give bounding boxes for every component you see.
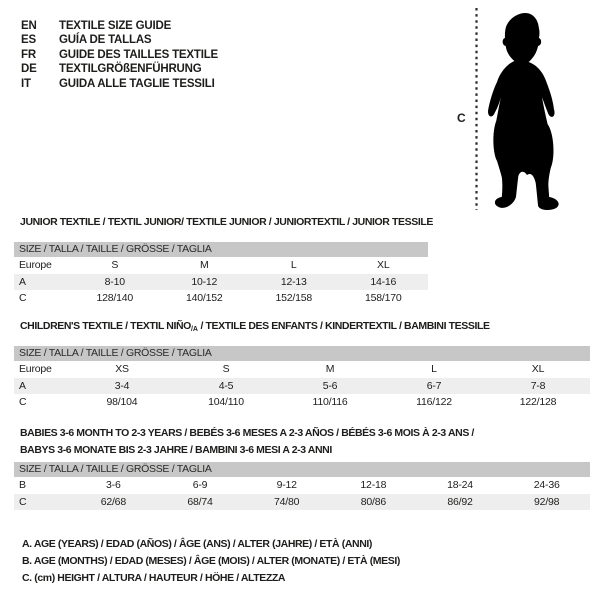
row-label: B [19,479,26,491]
age-cell: 3-4 [114,380,130,392]
height-cell: 110/116 [312,396,348,408]
language-code: FR [21,48,36,61]
language-label: GUÍA DE TALLAS [59,34,152,47]
size-cell: XS [115,363,129,375]
months-cell: 9-12 [276,479,297,491]
months-cell: 6-9 [192,479,208,491]
junior-section-heading: JUNIOR TEXTILE / TEXTIL JUNIOR/ TEXTILE JUNIOR / JUNIORTEXTIL / JUNIOR TESSILE [20,216,433,228]
language-row [21,33,218,47]
height-cell: 92/98 [534,496,560,508]
months-cell: 24-36 [533,479,560,491]
size-bar: SIZE / TALLA / TAILLE / GRÖSSE / TAGLIA [14,346,590,361]
language-code: DE [21,63,37,76]
table-row-a [14,378,590,394]
size-cell: XL [531,363,545,375]
language-label: GUIDA ALLE TAGLIE TESSILI [59,77,215,90]
height-cell: 68/74 [187,496,213,508]
table-row-europe [14,257,428,274]
height-cell: 74/80 [274,496,300,508]
language-row [21,62,218,76]
height-cell: 122/128 [519,396,557,408]
babies-heading-line2: BABYS 3-6 MONATE BIS 2-3 JAHRE / BAMBINI 3-6 MESI A 2-3 ANNI [20,443,332,456]
age-cell: 7-8 [530,380,546,392]
height-cell: 128/140 [96,292,134,304]
size-cell: L [431,363,437,375]
footnote-a: A. AGE (YEARS) / EDAD (AÑOS) / ÂGE (ANS) / ALTER (JAHRE) / ETÀ (ANNI) [22,538,373,550]
age-cell: 12-13 [280,276,307,288]
height-cell: 80/86 [360,496,386,508]
language-header [21,19,218,91]
footnote-c: C. (cm) HEIGHT / ALTURA / HAUTEUR / HÖHE / ALTEZZA [22,572,286,585]
age-cell: 6-7 [426,380,442,392]
language-label: GUIDE DES TAILLES TEXTILE [59,48,218,61]
height-cell: 140/152 [185,292,223,304]
table-row-europe [14,361,590,378]
height-label-c: C [457,111,466,125]
language-code: IT [21,77,31,90]
junior-size-table [14,242,428,307]
table-row-a [14,274,428,290]
height-cell: 86/92 [447,496,473,508]
months-cell: 12-18 [360,479,387,491]
size-cell: S [222,363,230,375]
height-cell: 104/110 [208,396,244,408]
children-size-table [14,346,590,411]
height-cell: 98/104 [106,396,138,408]
size-cell: S [111,259,119,271]
age-cell: 4-5 [218,380,234,392]
table-row-b [14,477,590,494]
age-cell: 10-12 [191,276,218,288]
height-cell: 62/68 [100,496,126,508]
age-cell: 8-10 [104,276,125,288]
row-label: Europe [19,363,52,375]
size-bar: SIZE / TALLA / TAILLE / GRÖSSE / TAGLIA [14,462,590,477]
children-heading-rest: / TEXTILE DES ENFANTS / KINDERTEXTIL / BAMBINI TESSILE [197,320,490,332]
size-bar: SIZE / TALLA / TAILLE / GRÖSSE / TAGLIA [14,242,428,257]
size-cell: M [199,259,209,271]
age-cell: 14-16 [370,276,397,288]
months-cell: 3-6 [106,479,121,491]
language-label: TEXTILE SIZE GUIDE [59,20,172,32]
children-section-heading [20,320,490,336]
height-cell: 152/158 [275,292,313,304]
row-label: C [19,396,27,408]
size-cell: M [325,363,335,375]
age-cell: 5-6 [322,380,338,392]
height-cell: 158/170 [364,292,402,304]
children-heading-subscript: /A [190,326,198,333]
table-row-c [14,494,590,510]
size-cell: XL [377,259,390,271]
row-label: A [19,276,26,288]
table-row-c [14,394,590,411]
language-row [21,77,218,91]
language-code: EN [21,20,37,32]
months-cell: 18-24 [447,479,473,491]
table-row-c [14,290,428,307]
babies-size-table [14,462,590,510]
language-row [21,19,218,33]
row-label: Europe [19,259,52,271]
language-row [21,48,218,62]
language-code: ES [21,34,36,47]
babies-heading-line1: BABIES 3-6 MONTH TO 2-3 YEARS / BEBÉS 3-6 MESES A 2-3 AÑOS / BÉBÉS 3-6 MOIS À 2-3 ANS / [20,427,474,439]
toddler-silhouette-icon [488,13,559,210]
height-cell: 116/122 [416,396,452,408]
height-figure [454,6,598,214]
legend-footnotes [22,536,400,588]
row-label: C [19,292,27,304]
size-cell: L [290,259,297,271]
row-label: C [19,496,27,508]
language-label: TEXTILGRÖßENFÜHRUNG [59,63,202,76]
children-heading-main: CHILDREN'S TEXTILE / TEXTIL NIÑO [20,320,191,332]
babies-section-heading [20,427,474,457]
row-label: A [19,380,26,392]
footnote-b: B. AGE (MONTHS) / EDAD (MESES) / ÂGE (MOIS) / ALTER (MONATE) / ETÀ (MESI) [22,555,400,568]
